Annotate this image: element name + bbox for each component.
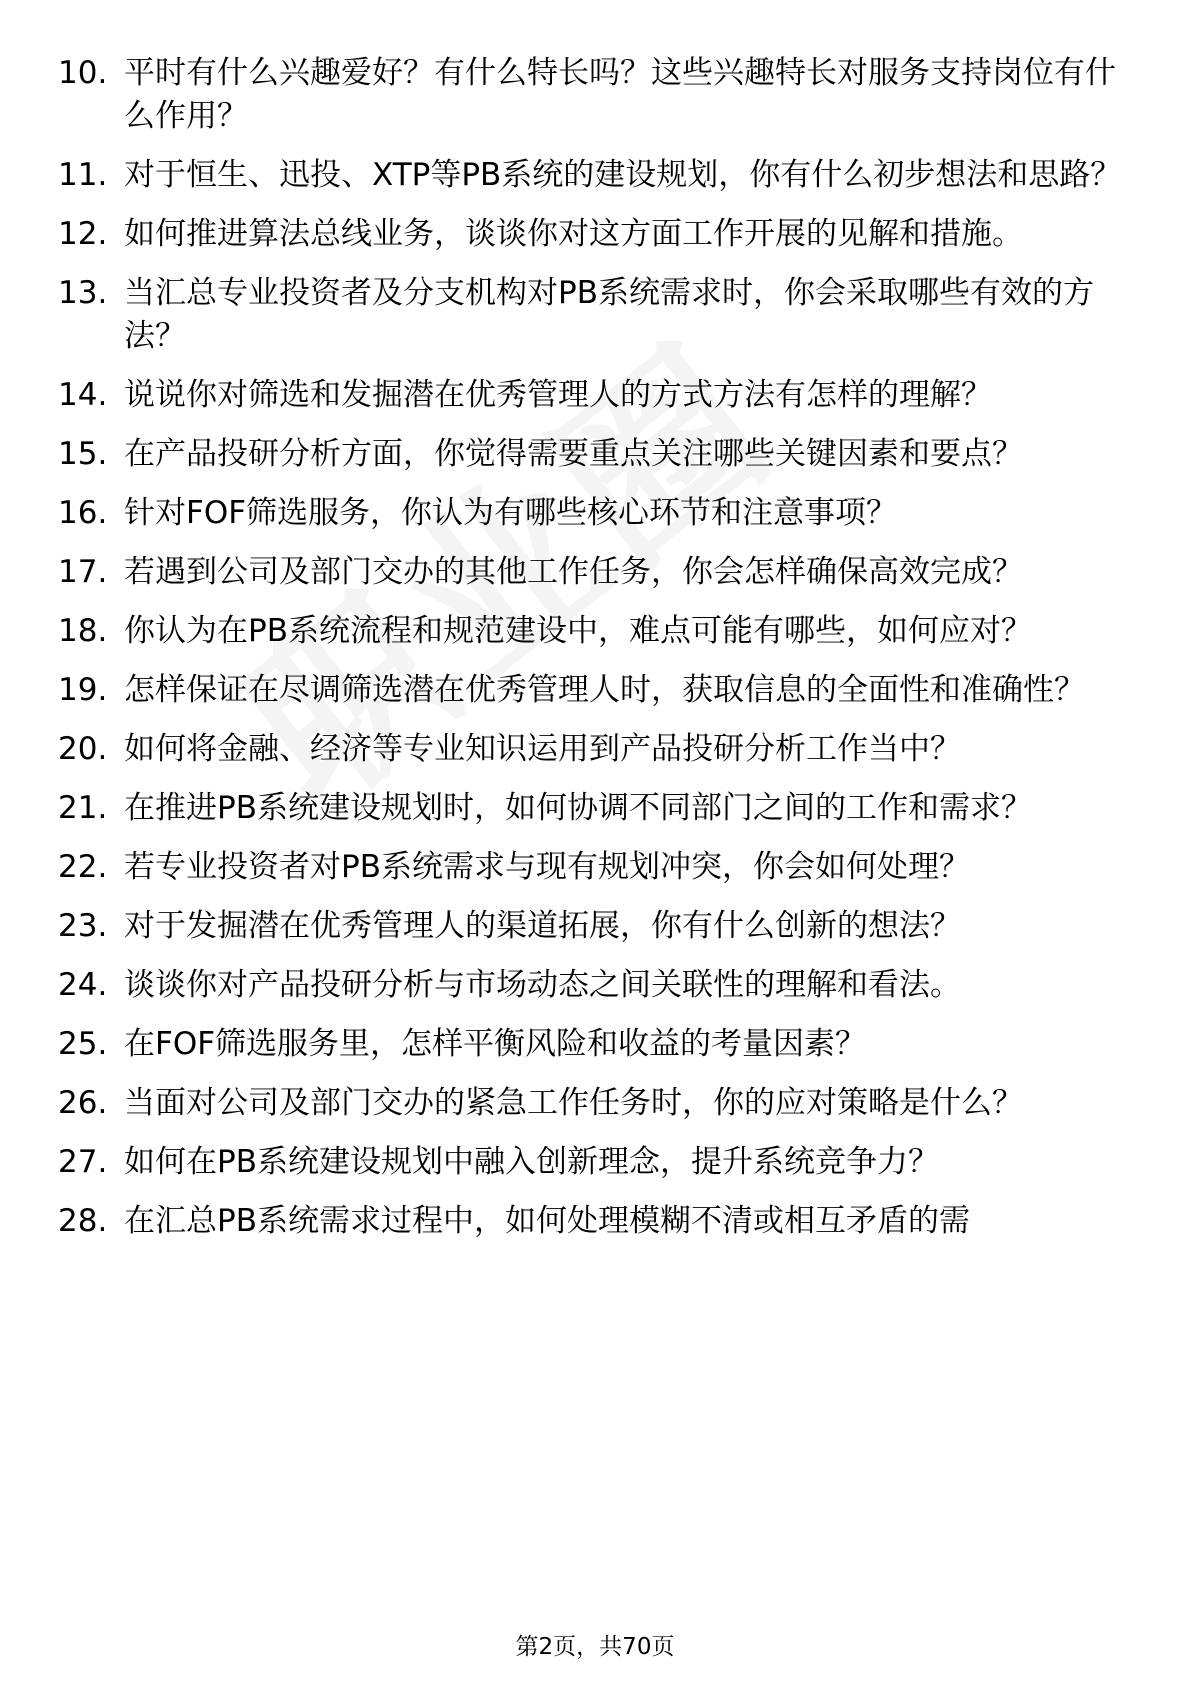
question-text: 在推进PB系统建设规划时，如何协调不同部门之间的工作和需求？ bbox=[124, 790, 1032, 826]
question-text: 在FOF筛选服务里，怎样平衡风险和收益的考量因素？ bbox=[124, 1026, 867, 1062]
question-item bbox=[58, 551, 1138, 594]
question-text: 如何将金融、经济等专业知识运用到产品投研分析工作当中？ bbox=[124, 731, 961, 767]
question-number: 14. bbox=[58, 377, 108, 413]
question-number: 15. bbox=[58, 436, 108, 472]
question-item bbox=[58, 905, 1138, 948]
question-number: 11. bbox=[58, 157, 108, 193]
question-item bbox=[58, 1082, 1138, 1125]
question-item bbox=[58, 374, 1138, 417]
question-number: 12. bbox=[58, 216, 108, 252]
question-number: 22. bbox=[58, 849, 108, 885]
question-text: 谈谈你对产品投研分析与市场动态之间关联性的理解和看法。 bbox=[124, 967, 961, 1003]
question-text: 若遇到公司及部门交办的其他工作任务，你会怎样确保高效完成？ bbox=[124, 554, 1023, 590]
question-text: 怎样保证在尽调筛选潜在优秀管理人时，获取信息的全面性和准确性？ bbox=[124, 672, 1085, 708]
question-item bbox=[58, 1200, 1138, 1243]
question-item bbox=[58, 52, 1138, 138]
question-number: 26. bbox=[58, 1085, 108, 1121]
question-item bbox=[58, 272, 1138, 358]
question-text: 平时有什么兴趣爱好？有什么特长吗？这些兴趣特长对服务支持岗位有什么作用？ bbox=[124, 55, 1116, 134]
question-number: 24. bbox=[58, 967, 108, 1003]
question-item bbox=[58, 1023, 1138, 1066]
question-item bbox=[58, 610, 1138, 653]
question-text: 当汇总专业投资者及分支机构对PB系统需求时，你会采取哪些有效的方法？ bbox=[124, 275, 1094, 354]
question-list bbox=[58, 52, 1138, 1259]
question-text: 在汇总PB系统需求过程中，如何处理模糊不清或相互矛盾的需 bbox=[124, 1203, 970, 1239]
question-text: 你认为在PB系统流程和规范建设中，难点可能有哪些，如何应对？ bbox=[124, 613, 1032, 649]
page-number-footer: 第2页，共70页 bbox=[515, 1634, 675, 1660]
question-item bbox=[58, 964, 1138, 1007]
question-text: 如何在PB系统建设规划中融入创新理念，提升系统竞争力？ bbox=[124, 1144, 939, 1180]
question-item bbox=[58, 1141, 1138, 1184]
question-item bbox=[58, 154, 1138, 197]
question-text: 针对FOF筛选服务，你认为有哪些核心环节和注意事项？ bbox=[124, 495, 898, 531]
question-number: 13. bbox=[58, 275, 108, 311]
question-item bbox=[58, 433, 1138, 476]
question-text: 在产品投研分析方面，你觉得需要重点关注哪些关键因素和要点？ bbox=[124, 436, 1023, 472]
question-text: 对于恒生、迅投、XTP等PB系统的建设规划，你有什么初步想法和思路？ bbox=[124, 157, 1122, 193]
question-text: 说说你对筛选和发掘潜在优秀管理人的方式方法有怎样的理解？ bbox=[124, 377, 992, 413]
question-number: 23. bbox=[58, 908, 108, 944]
question-item bbox=[58, 492, 1138, 535]
question-number: 10. bbox=[58, 55, 108, 91]
question-item bbox=[58, 669, 1138, 712]
question-text: 如何推进算法总线业务，谈谈你对这方面工作开展的见解和措施。 bbox=[124, 216, 1023, 252]
question-text: 当面对公司及部门交办的紧急工作任务时，你的应对策略是什么？ bbox=[124, 1085, 1023, 1121]
question-number: 21. bbox=[58, 790, 108, 826]
question-item bbox=[58, 846, 1138, 889]
question-item bbox=[58, 213, 1138, 256]
question-number: 19. bbox=[58, 672, 108, 708]
question-number: 25. bbox=[58, 1026, 108, 1062]
question-text: 对于发掘潜在优秀管理人的渠道拓展，你有什么创新的想法？ bbox=[124, 908, 961, 944]
question-item bbox=[58, 728, 1138, 771]
question-number: 17. bbox=[58, 554, 108, 590]
question-number: 18. bbox=[58, 613, 108, 649]
question-text: 若专业投资者对PB系统需求与现有规划冲突，你会如何处理？ bbox=[124, 849, 970, 885]
question-item bbox=[58, 787, 1138, 830]
question-number: 16. bbox=[58, 495, 108, 531]
question-number: 28. bbox=[58, 1203, 108, 1239]
question-number: 27. bbox=[58, 1144, 108, 1180]
question-number: 20. bbox=[58, 731, 108, 767]
